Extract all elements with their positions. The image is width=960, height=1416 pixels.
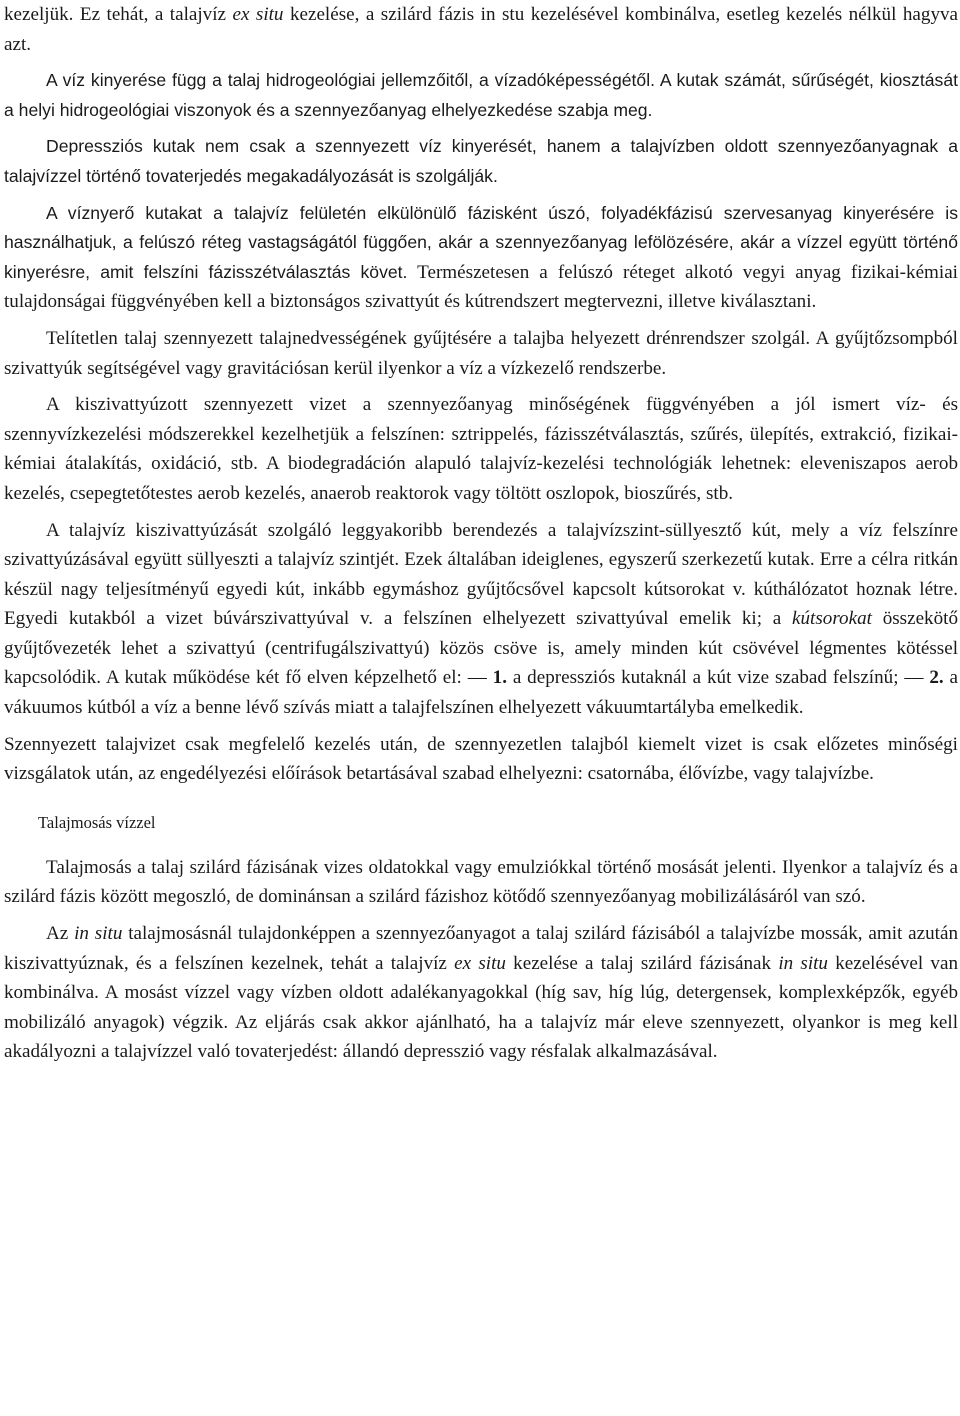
text-segment: a depressziós kutaknál a kút vize szabad felszínű; —: [506, 667, 930, 689]
text-segment: A víznyerő kutakat a talajvíz felületén elkülönülő fázisként úszó, folyadékfázisú szervesanyag kinyerésére is használhatjuk, a felúszó réteg vastagságától függően, akár a szennyezőanyag lefölözésére, akár a vízzel együtt történő kinyerésre, amit felszíni fázisszétválasztás követ.: [4, 202, 958, 282]
text-segment: A víz kinyerése függ a talaj hidrogeológiai jellemzőitől, a vízadóképességétől. A kutak számát, sűrűségét, kiosztását a helyi hidrogeológiai viszonyok és a szennyezőanyag elhelyezkedése szabja meg.: [4, 70, 958, 120]
text-segment: 2.: [929, 667, 944, 689]
text-segment: talajmosásnál tulajdonképpen a szennyezőanyagot a talaj szilárd fázisából a talajvízbe mossák, amit azután kiszivattyúznak, és a felszínen kezelnek, tehát a talajvíz: [4, 923, 958, 974]
text-segment: kezeljük. Ez tehát, a talajvíz: [4, 4, 233, 25]
paragraph-disposal: [4, 730, 958, 789]
paragraph-water-extraction: [4, 66, 958, 125]
paragraph-in-situ-washing: [4, 919, 958, 1067]
text-segment: in situ: [74, 923, 123, 945]
text-segment: kezelésével van kombinálva. A mosást vízzel vagy vízben oldott adalékanyagokkal (híg sav, híg lúg, detergensek, komplexképzők, egyéb mobilizáló anyagok) végzik. Az eljárás csak akkor ajánlható, ha a talajvíz már eleve szennyezett, olyankor is meg kell akadályozni a talajvízzel való tovaterjedést: állandó depresszió vagy résfalak alkalmazásával.: [4, 952, 958, 1063]
text-segment: Depressziós kutak nem csak a szennyezett víz kinyerését, hanem a talajvízben oldott szennyezőanyagnak a talajvízzel történő tovaterjedés megakadályozását is szolgálják.: [4, 136, 958, 186]
paragraph-dewatering-wells: [4, 516, 958, 723]
text-segment: kezelése, a szilárd fázis in stu kezelésével kombinálva, esetleg kezelés nélkül hagyva azt.: [4, 4, 959, 55]
text-segment: összekötő gyűjtővezeték lehet a szivattyú (centrifugálszivattyú) közös csöve is, amely minden kút csövével légmentes kötéssel kapcsolódik. A kutak működése két fő elven képzelhető el: —: [4, 608, 958, 689]
text-segment: A talajvíz kiszivattyúzását szolgáló leggyakoribb berendezés a talajvízszint-süllyesztő kút, mely a víz felszínre szivattyúzásával együtt süllyeszti a talajvíz szintjét. Ezek általában ideiglenes, egyszerű szerkezetű kutak. Erre a célra ritkán készül nagy teljesítményű egyedi kút, inkább egymáshoz gyűjtőcsővel kapcsolt kútsorokat v. kúthálózatot hoznak létre. Egyedi kutakból a vizet búvárszivattyúval v. a felszínen elhelyezett szivattyúval emelik ki; a: [4, 519, 958, 630]
paragraph-extraction-wells: [4, 199, 958, 317]
text-segment: kezelése a talaj szilárd fázisának: [505, 952, 779, 974]
text-segment: ex situ: [232, 4, 284, 25]
text-segment: Telítetlen talaj szennyezett talajnedvességének gyűjtésére a talajba helyezett drénrendszer szolgál. A gyűjtőzsompból szivattyúk segítségével vagy gravitációsan kerül ilyenkor a víz a vízkezelő rendszerbe.: [4, 327, 958, 379]
text-segment: in situ: [778, 952, 828, 974]
paragraph-intro: [4, 0, 958, 59]
text-segment: kútsorokat: [792, 608, 872, 630]
text-segment: ex situ: [454, 952, 506, 974]
text-segment: A kiszivattyúzott szennyezett vizet a szennyezőanyag minőségének függvényében a jól ismert víz- és szennyvízkezelési módszerekkel kezelhetjük a felszínen: sztrippelés, fázisszétválasztás, szűrés, ülepítés, extrakció, fizikai-kémiai átalakítás, oxidáció, stb. A biodegradáción alapuló talajvíz-kezelési technológiák lehetnek: eleveniszapos aerob kezelés, csepegtetőtestes aerob kezelés, anaerob reaktorok vagy töltött oszlopok, bioszűrés, stb.: [4, 394, 958, 504]
paragraph-drainage: [4, 324, 958, 383]
paragraph-soil-washing: [4, 853, 958, 912]
text-segment: Talajmosás a talaj szilárd fázisának vizes oldatokkal vagy emulziókkal történő mosását jelenti. Ilyenkor a talajvíz és a szilárd fázis között megoszló, de dominánsan a szilárd fázishoz kötődő szennyezőanyag mobilizálásáról van szó.: [4, 856, 958, 908]
text-segment: Az: [46, 923, 75, 945]
text-segment: Szennyezett talajvizet csak megfelelő kezelés után, de szennyezetlen talajból kiemelt vizet is csak előzetes minőségi vizsgálatok után, az engedélyezési előírások betartásával szabad elhelyezni: csatornába, élővízbe, vagy talajvízbe.: [4, 733, 958, 785]
paragraph-treatment-methods: [4, 390, 958, 508]
document-page: [4, 0, 958, 1074]
section-heading: Talajmosás vízzel: [38, 812, 156, 832]
text-segment: Természetesen a felúszó réteget alkotó vegyi anyag fizikai-kémiai tulajdonságai függvényében kell a biztonságos szivattyút és kútrendszert megtervezni, illetve kiválasztani.: [4, 261, 958, 313]
text-segment: a vákuumos kútból a víz a benne lévő szívás miatt a talajfelszínen elhelyezett vákuumtartályba emelkedik.: [4, 667, 958, 719]
text-segment: 1.: [492, 667, 507, 689]
paragraph-depression-wells: [4, 132, 958, 191]
